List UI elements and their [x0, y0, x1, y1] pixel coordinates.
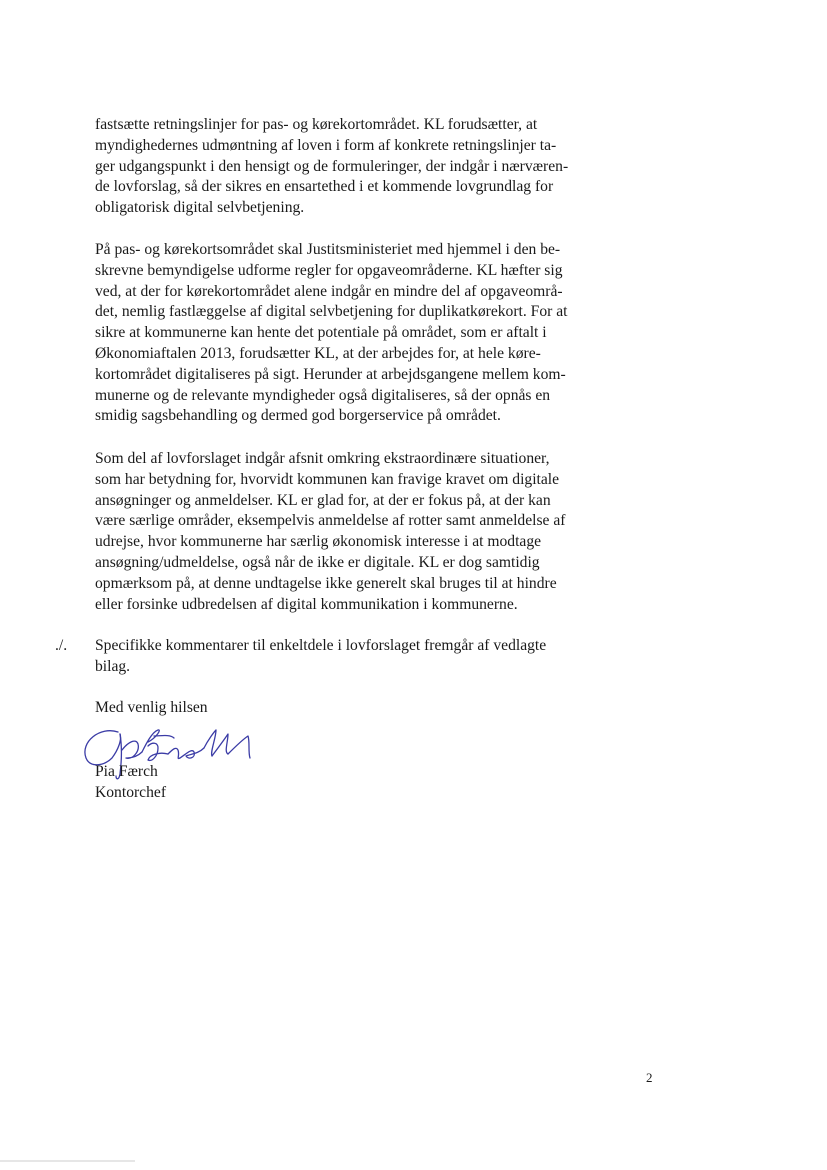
- text-line: ger udgangspunkt i den hensigt og de formuleringer, der indgår i nærværen-: [95, 157, 569, 175]
- text-line: skrevne bemyndigelse udforme regler for opgaveområderne. KL hæfter sig: [95, 261, 563, 279]
- text-line: som har betydning for, hvorvidt kommunen kan fravige kravet om digitale: [95, 470, 560, 488]
- text-line: smidig sagsbehandling og dermed god borgerservice på området.: [95, 407, 501, 425]
- text-line: fastsætte retningslinjer for pas- og kørekortområdet. KL forudsætter, at: [95, 116, 538, 133]
- paragraph-4: [95, 636, 615, 678]
- text-line: være særlige områder, eksempelvis anmeldelse af rotter samt anmeldelse af: [95, 512, 566, 530]
- text-line: På pas- og kørekortsområdet skal Justitsministeriet med hjemmel i den be-: [95, 241, 561, 258]
- text-line: bilag.: [95, 657, 131, 675]
- signer-title: Kontorchef: [95, 784, 167, 801]
- text-line: sikre at kommunerne kan hente det potentiale på området, som er aftalt i: [95, 324, 547, 342]
- text-line: munerne og de relevante myndigheder også digitaliseres, så der opnås en: [95, 386, 551, 404]
- scan-edge-mark: [0, 1160, 135, 1162]
- text-line: Som del af lovforslaget indgår afsnit omkring ekstraordinære situationer,: [95, 450, 550, 467]
- closing-salutation: Med venlig hilsen: [95, 699, 208, 716]
- signer-name: Pia Færch: [95, 763, 158, 780]
- paragraph-1: [95, 115, 615, 219]
- text-line: Specifikke kommentarer til enkeltdele i lovforslaget fremgår af vedlagte: [95, 637, 547, 654]
- text-line: eller forsinke udbredelsen af digital kommunikation i kommunerne.: [95, 595, 518, 613]
- text-line: myndighedernes udmøntning af loven i form af konkrete retningslinjer ta-: [95, 136, 557, 154]
- text-line: ved, at der for kørekortområdet alene indgår en mindre del af opgaveområ-: [95, 282, 563, 300]
- text-line: de lovforslag, så der sikres en ensartethed i et kommende lovgrundlag for: [95, 178, 554, 196]
- text-line: udrejse, hvor kommunerne har særlig økonomisk interesse i at modtage: [95, 533, 542, 551]
- page-number: 2: [646, 1070, 653, 1085]
- text-line: obligatorisk digital selvbetjening.: [95, 199, 305, 217]
- text-line: kortområdet digitaliseres på sigt. Herunder at arbejdsgangene mellem kom-: [95, 365, 566, 383]
- text-line: opmærksom på, at denne undtagelse ikke generelt skal bruges til at hindre: [95, 574, 557, 592]
- text-line: det, nemlig fastlæggelse af digital selvbetjening for duplikatkørekort. For at: [95, 303, 568, 321]
- text-line: ansøgning/udmeldelse, også når de ikke er digitale. KL er dog samtidig: [95, 553, 540, 571]
- attachment-marker: ./.: [55, 637, 68, 654]
- text-line: Økonomiaftalen 2013, forudsætter KL, at der arbejdes for, at hele køre-: [95, 344, 541, 362]
- paragraph-2: [95, 240, 615, 427]
- text-line: ansøgninger og anmeldelser. KL er glad for, at der er fokus på, at der kan: [95, 491, 551, 509]
- paragraph-3: [95, 449, 615, 615]
